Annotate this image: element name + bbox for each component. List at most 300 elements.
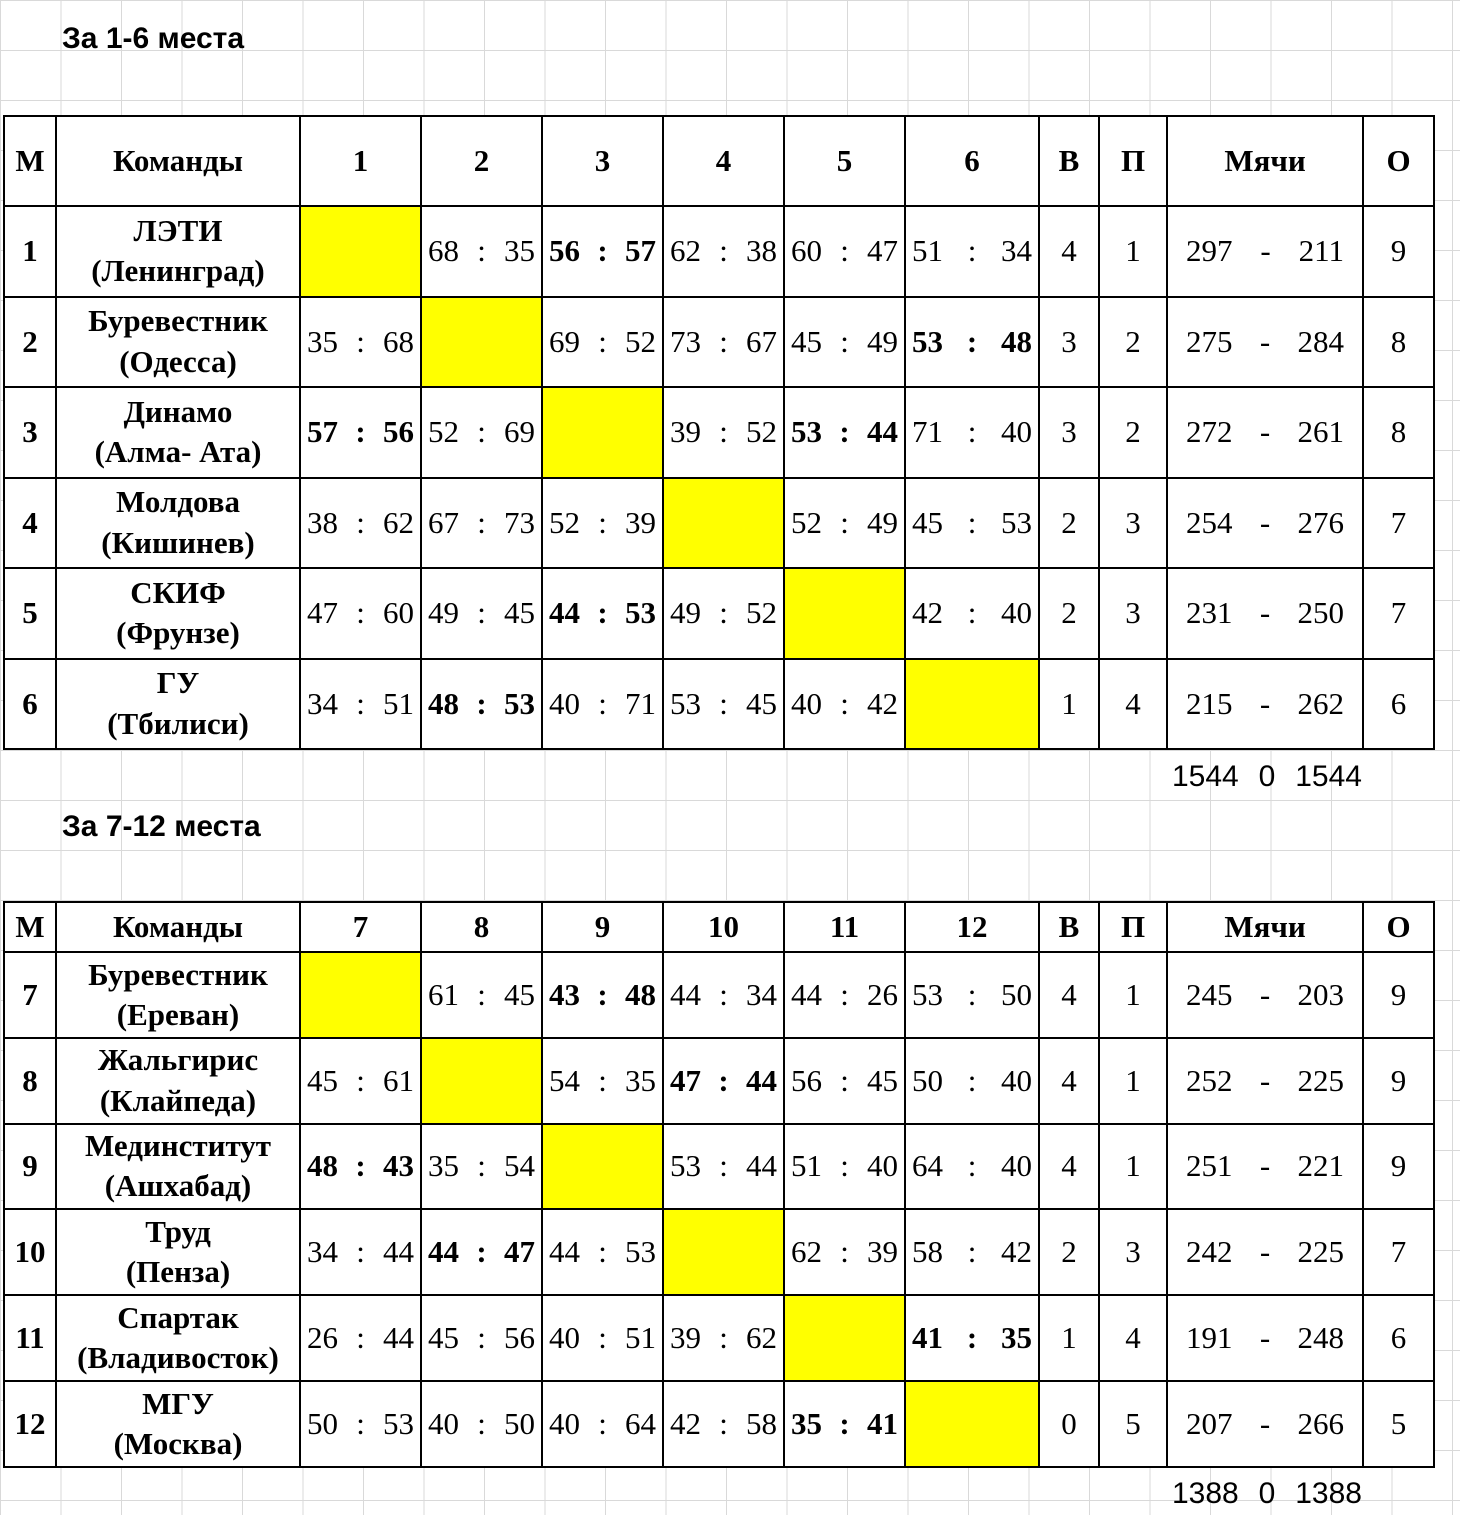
self-match-cell [300,952,421,1038]
balls-separator: - [1259,976,1271,1012]
score-for: 53 [670,685,701,721]
losses-cell: 4 [1099,659,1167,750]
table-row [4,1381,1434,1467]
score-against: 69 [504,414,535,450]
score [301,505,420,541]
score-against: 40 [1001,1148,1032,1184]
score [785,1406,904,1442]
score-cell [663,1038,784,1124]
place-cell: 9 [4,1124,56,1210]
score-separator: : [839,1405,850,1441]
balls-against: 211 [1298,233,1344,269]
score-against: 44 [383,1234,414,1270]
header-opponent-1: 1 [300,116,421,206]
score-against: 38 [746,233,777,269]
score-separator: : [477,1320,486,1356]
score [301,1148,420,1184]
header-points: О [1363,902,1434,952]
score-cell [784,1038,905,1124]
score-separator: : [356,323,365,359]
score-separator: : [477,504,486,540]
score-cell [905,568,1039,659]
score [422,1320,541,1356]
score-cell [663,952,784,1038]
score [543,233,662,269]
score-against: 48 [624,976,656,1012]
score-against: 52 [746,414,777,450]
header-opponent-5: 5 [784,116,905,206]
score-for: 67 [428,504,459,540]
score [664,1148,783,1184]
score-for: 64 [912,1148,943,1184]
wins-cell: 2 [1039,478,1099,569]
header-opponent-9: 9 [542,902,663,952]
score-cell [784,297,905,388]
team-city: (Тбилиси) [107,705,249,741]
table-row [4,952,1434,1038]
score-against: 34 [746,976,777,1012]
score-for: 48 [428,685,459,721]
score-for: 61 [428,976,459,1012]
points-cell: 9 [1363,952,1434,1038]
score-separator: : [719,323,728,359]
self-match-cell [784,1295,905,1381]
score-against: 45 [867,1062,898,1098]
score-against: 47 [503,1234,535,1270]
score-for: 42 [912,595,943,631]
score [906,233,1038,269]
score-cell [784,387,905,478]
score [422,414,541,450]
score-separator: : [719,685,728,721]
losses-cell: 4 [1099,1295,1167,1381]
score-cell [542,568,663,659]
score [664,1063,783,1099]
balls-for: 272 [1186,414,1233,450]
header-opponent-12: 12 [905,902,1039,952]
score-for: 41 [912,1320,943,1356]
team-name: Труд [145,1213,211,1249]
score-cell [784,478,905,569]
score-cell [663,206,784,297]
balls-for: 245 [1186,976,1233,1012]
score-against: 71 [625,685,656,721]
score-against: 40 [1001,1062,1032,1098]
place-cell: 4 [4,478,56,569]
score-for: 44 [670,976,701,1012]
score [906,1234,1038,1270]
wins-cell: 4 [1039,952,1099,1038]
score-cell [421,478,542,569]
score-separator: : [477,233,486,269]
score-separator: : [598,1320,607,1356]
balls-cell [1167,478,1363,569]
score-for: 26 [307,1320,338,1356]
balls-cell [1167,297,1363,388]
balls [1168,686,1362,722]
wins-cell: 1 [1039,1295,1099,1381]
balls-separator: - [1259,323,1271,359]
balls-against: 221 [1297,1148,1344,1184]
score [664,686,783,722]
team-city: (Алма- Ата) [94,434,262,470]
score [906,1320,1038,1356]
header-m: М [4,116,56,206]
score-for: 62 [670,233,701,269]
score-for: 51 [912,233,943,269]
score-against: 58 [746,1405,777,1441]
score-cell [300,297,421,388]
score [543,324,662,360]
score-for: 45 [428,1320,459,1356]
score-against: 56 [382,414,414,450]
score-for: 49 [670,595,701,631]
score-for: 40 [428,1405,459,1441]
header-balls: Мячи [1167,116,1363,206]
score-for: 62 [791,1234,822,1270]
balls-separator: - [1259,1320,1271,1356]
score [785,686,904,722]
losses-cell: 3 [1099,478,1167,569]
table-row [4,478,1434,569]
balls-cell [1167,568,1363,659]
score-cell [663,387,784,478]
score-for: 45 [307,1062,338,1098]
score-cell [300,1124,421,1210]
header-wins: В [1039,902,1099,952]
team-city: (Одесса) [119,343,237,379]
score-for: 45 [791,323,822,359]
points-cell: 7 [1363,478,1434,569]
score [785,977,904,1013]
score-separator: : [966,323,978,359]
score-cell [542,1295,663,1381]
score-against: 51 [625,1320,656,1356]
self-match-cell [905,659,1039,750]
balls-for: 275 [1186,323,1233,359]
score-for: 47 [307,595,338,631]
table-row [4,297,1434,388]
place-cell: 12 [4,1381,56,1467]
score-cell [421,952,542,1038]
score-separator: : [967,1148,977,1184]
score [906,324,1038,360]
score-for: 53 [912,976,943,1012]
score-separator: : [719,1320,728,1356]
place-cell: 2 [4,297,56,388]
self-match-cell [905,1381,1039,1467]
score-against: 43 [382,1148,414,1184]
losses-cell: 2 [1099,387,1167,478]
balls-against: 203 [1297,976,1344,1012]
team-city: (Пенза) [125,1254,231,1290]
self-match-cell [421,1038,542,1124]
group-1-title: За 1-6 места [62,22,245,55]
balls-against: 266 [1297,1405,1344,1441]
table-row [4,1124,1434,1210]
score-against: 45 [504,595,535,631]
team-name: Буревестник [88,956,268,992]
total-value: 0 [1258,760,1276,793]
score-separator: : [840,504,849,540]
score-cell [784,1209,905,1295]
balls-separator: - [1259,1405,1271,1441]
balls-for: 297 [1186,233,1233,269]
score-cell [300,568,421,659]
score-cell [663,1295,784,1381]
score [906,1148,1038,1184]
team-city: (Ленинград) [91,253,265,289]
score-cell [300,1381,421,1467]
header-opponent-6: 6 [905,116,1039,206]
balls-separator: - [1259,595,1271,631]
score [543,1406,662,1442]
score [543,686,662,722]
score [422,1234,541,1270]
score [785,1234,904,1270]
score-for: 35 [791,1405,822,1441]
team-name: ЛЭТИ [133,212,223,248]
score-for: 52 [791,504,822,540]
score-against: 60 [383,595,414,631]
score-cell [421,206,542,297]
score [301,1063,420,1099]
points-cell: 9 [1363,1124,1434,1210]
balls-separator: - [1259,414,1271,450]
balls-cell [1167,1209,1363,1295]
balls [1168,324,1362,360]
team-city: (Кишинев) [101,524,255,560]
balls-for: 191 [1186,1320,1233,1356]
balls-cell [1167,387,1363,478]
score-against: 67 [746,323,777,359]
losses-cell: 1 [1099,206,1167,297]
team-city: (Москва) [113,1425,243,1461]
score-separator: : [598,504,607,540]
score-for: 39 [670,1320,701,1356]
header-opponent-3: 3 [542,116,663,206]
balls-separator: - [1259,685,1271,721]
self-match-cell [663,478,784,569]
team-cell [56,952,300,1038]
score-against: 40 [1001,414,1032,450]
balls-for: 252 [1186,1062,1233,1098]
score-separator: : [719,1405,728,1441]
balls [1168,1234,1362,1270]
balls-cell [1167,1038,1363,1124]
score-cell [663,568,784,659]
balls-against: 248 [1297,1320,1344,1356]
score-for: 47 [670,1062,701,1098]
score-cell [421,1124,542,1210]
score [664,324,783,360]
team-cell [56,1209,300,1295]
score [422,1148,541,1184]
score [301,324,420,360]
score-against: 44 [866,414,898,450]
team-cell [56,1124,300,1210]
score-separator: : [719,414,728,450]
score-separator: : [356,595,365,631]
score-for: 56 [791,1062,822,1098]
total-value: 1544 [1172,760,1239,793]
header-opponent-4: 4 [663,116,784,206]
score [785,324,904,360]
score-against: 40 [1001,595,1032,631]
team-cell [56,1295,300,1381]
balls-separator: - [1259,504,1271,540]
header-opponent-8: 8 [421,902,542,952]
place-cell: 5 [4,568,56,659]
score-separator: : [476,1234,487,1270]
score [543,1234,662,1270]
place-cell: 6 [4,659,56,750]
self-match-cell [542,387,663,478]
score-separator: : [967,1062,977,1098]
score [543,595,662,631]
score-against: 26 [867,976,898,1012]
self-match-cell [421,297,542,388]
score-separator: : [840,233,849,269]
score-separator: : [840,976,849,1012]
wins-cell: 3 [1039,297,1099,388]
team-cell [56,206,300,297]
team-city: (Фрунзе) [116,615,240,651]
score-separator: : [356,1320,365,1356]
score-separator: : [356,1234,365,1270]
balls-against: 250 [1297,595,1344,631]
score-for: 57 [307,414,338,450]
header-teams: Команды [56,116,300,206]
score-cell [421,1295,542,1381]
score-against: 35 [504,233,535,269]
score-against: 56 [504,1320,535,1356]
team-cell [56,659,300,750]
group-2-title: За 7-12 места [62,810,261,843]
score-separator: : [356,504,365,540]
total-value: 1544 [1295,760,1362,793]
balls-for: 215 [1186,685,1233,721]
losses-cell: 3 [1099,568,1167,659]
balls-separator: - [1259,1148,1271,1184]
score-against: 62 [383,504,414,540]
balls-against: 225 [1297,1062,1344,1098]
table-row [4,1209,1434,1295]
balls-cell [1167,1124,1363,1210]
balls-for: 207 [1186,1405,1233,1441]
points-cell: 7 [1363,568,1434,659]
score-against: 47 [867,233,898,269]
score [422,1406,541,1442]
score-separator: : [598,685,607,721]
score [785,1063,904,1099]
score-against: 40 [867,1148,898,1184]
score [422,505,541,541]
score-separator: : [477,595,486,631]
score-separator: : [840,323,849,359]
score-against: 52 [625,323,656,359]
table-row [4,206,1434,297]
score-separator: : [840,685,849,721]
losses-cell: 1 [1099,952,1167,1038]
wins-cell: 0 [1039,1381,1099,1467]
team-name: Спартак [117,1299,239,1335]
score-against: 39 [625,504,656,540]
total-value: 0 [1258,1477,1276,1510]
score-for: 52 [428,414,459,450]
score [301,1406,420,1442]
balls-against: 261 [1297,414,1344,450]
wins-cell: 4 [1039,1038,1099,1124]
header-opponent-11: 11 [784,902,905,952]
score-cell [784,206,905,297]
table-row [4,387,1434,478]
score-cell [300,1209,421,1295]
score-against: 68 [383,323,414,359]
score-against: 57 [624,233,656,269]
score-against: 53 [624,595,656,631]
header-balls: Мячи [1167,902,1363,952]
score-separator: : [355,1148,366,1184]
team-name: СКИФ [130,574,226,610]
team-name: МГУ [142,1385,214,1421]
score-for: 53 [912,323,943,359]
score-for: 35 [428,1148,459,1184]
losses-cell: 1 [1099,1038,1167,1124]
score-cell [542,297,663,388]
score-for: 44 [428,1234,459,1270]
points-cell: 6 [1363,1295,1434,1381]
team-name: Мединститут [85,1128,271,1164]
score-for: 58 [912,1234,943,1270]
place-cell: 11 [4,1295,56,1381]
score-separator: : [598,323,607,359]
score-separator: : [597,595,608,631]
score-separator: : [356,685,365,721]
score-against: 44 [745,1062,777,1098]
score [301,1320,420,1356]
balls-cell [1167,952,1363,1038]
balls-cell [1167,206,1363,297]
header-wins: В [1039,116,1099,206]
losses-cell: 5 [1099,1381,1167,1467]
score-against: 52 [746,595,777,631]
points-cell: 8 [1363,387,1434,478]
score-cell [784,952,905,1038]
score [906,595,1038,631]
score-against: 45 [504,976,535,1012]
score-separator: : [356,1405,365,1441]
score-for: 45 [912,504,943,540]
score-cell [421,1381,542,1467]
balls-cell [1167,659,1363,750]
score-separator: : [597,233,608,269]
balls [1168,977,1362,1013]
totals-row-7-12 [1172,1477,1362,1511]
balls-separator: - [1259,1234,1271,1270]
score-separator: : [967,595,977,631]
score-against: 62 [746,1320,777,1356]
team-cell [56,568,300,659]
team-cell [56,478,300,569]
score-separator: : [967,1234,977,1270]
score-for: 35 [307,323,338,359]
score-separator: : [477,1148,486,1184]
score-against: 53 [1001,504,1032,540]
score [422,233,541,269]
score-separator: : [719,1148,728,1184]
score-against: 42 [867,685,898,721]
